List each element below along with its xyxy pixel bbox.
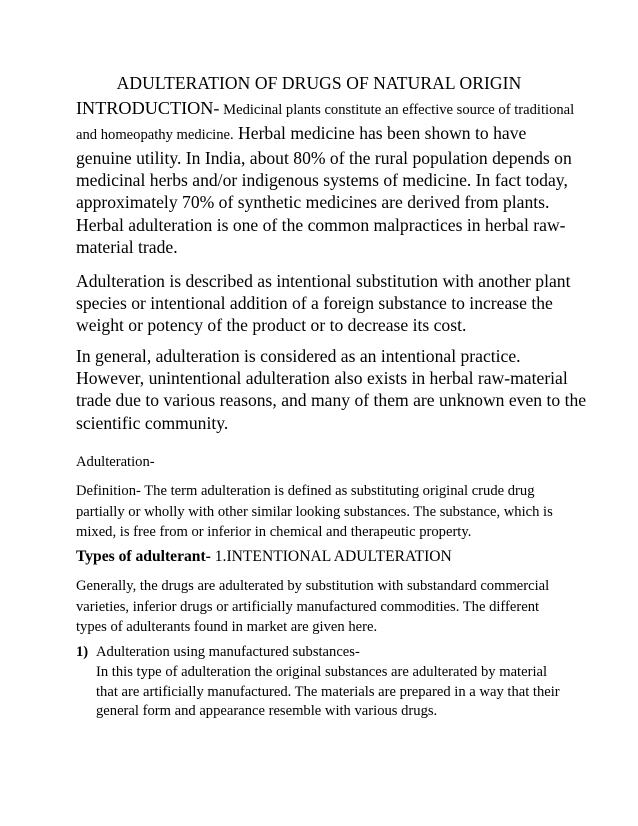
paragraph-line: varieties, inferior drugs or artificially manufactured commodities. The different	[76, 598, 540, 615]
types-heading	[76, 547, 576, 567]
intro-heading: INTRODUCTION-	[76, 98, 220, 118]
paragraph-line: Adulteration is described as intentional substitution with another plant	[76, 271, 571, 291]
paragraph-line: In general, adulteration is considered as an intentional practice.	[76, 346, 521, 366]
intro-text: Medicinal plants constitute an effective source of traditional	[219, 102, 575, 118]
intentional-practice-paragraph	[76, 345, 587, 434]
types-line	[76, 547, 576, 567]
paragraph-line: scientific community.	[76, 412, 229, 433]
generally-paragraph	[76, 576, 576, 638]
intro-line-1	[76, 97, 576, 122]
list-item-line: general form and appearance resemble with various drugs.	[96, 703, 438, 720]
intro-line-7: material trade.	[76, 236, 178, 257]
list-item-body	[96, 643, 560, 722]
intro-line-5: approximately 70% of synthetic medicines are derived from plants.	[76, 192, 550, 213]
types-label: Types of adulterant-	[76, 548, 211, 565]
list-item-line: In this type of adulteration the original substances are adulterated by material	[96, 663, 548, 680]
paragraph-line: weight or potency of the product or to decrease its cost.	[76, 315, 467, 336]
paragraph-line: trade due to various reasons, and many of them are unknown even to the	[76, 390, 587, 411]
paragraph-line: mixed, is free from or inferior in chemical and therapeutic property.	[76, 524, 472, 540]
list-item-line: that are artificially manufactured. The materials are prepared in a way that their	[96, 683, 560, 700]
intro-text: Herbal medicine has been shown to have	[233, 123, 527, 143]
paragraph-line: Definition- The term adulteration is defined as substituting original crude drug	[76, 483, 535, 499]
intro-paragraph	[76, 97, 576, 258]
adulteration-heading: Adulteration-	[76, 454, 155, 470]
definition-paragraph	[76, 481, 576, 543]
paragraph-line: However, unintentional adulteration also exists in herbal raw-material	[76, 368, 568, 389]
intro-line-3: genuine utility. In India, about 80% of the rural population depends on	[76, 148, 572, 168]
document-title: ADULTERATION OF DRUGS OF NATURAL ORIGIN	[116, 73, 522, 93]
intro-line-4: medicinal herbs and/or indigenous systems of medicine. In fact today,	[76, 170, 568, 191]
intro-line-2	[76, 122, 576, 147]
paragraph-line: partially or wholly with other similar looking substances. The substance, which is	[76, 503, 553, 520]
paragraph-line: species or intentional addition of a foreign substance to increase the	[76, 293, 553, 314]
adulteration-description-paragraph	[76, 270, 576, 337]
list-item-number: 1)	[76, 644, 89, 660]
paragraph-line: Generally, the drugs are adulterated by substitution with substandard commercial	[76, 578, 550, 594]
list-item-line: Adulteration using manufactured substances-	[96, 644, 360, 660]
types-value: 1.INTENTIONAL ADULTERATION	[210, 548, 452, 565]
paragraph-line: types of adulterants found in market are given here.	[76, 619, 378, 635]
intro-text: and homeopathy medicine.	[76, 127, 234, 143]
intro-line-6: Herbal adulteration is one of the common malpractices in herbal raw-	[76, 214, 566, 235]
